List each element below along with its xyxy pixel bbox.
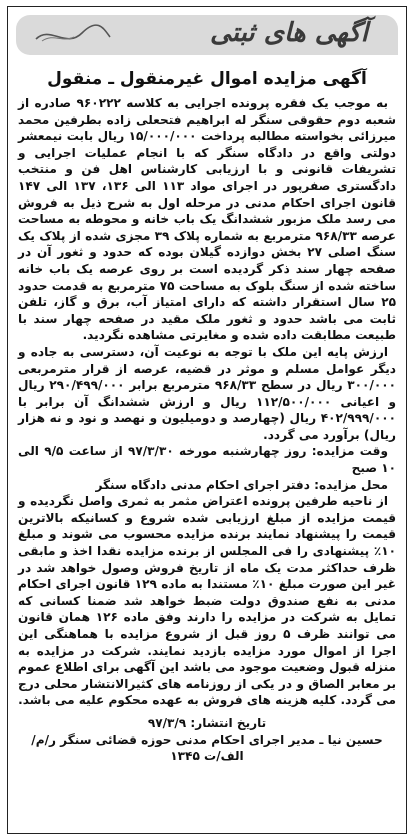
section-banner <box>16 15 398 55</box>
notice-body <box>18 67 396 825</box>
section-banner-title: آگهی های ثبتی <box>210 18 368 48</box>
decorative-swirl-icon <box>32 23 112 47</box>
notice-paragraph: از ناحیه طرفین پرونده اعتراض مثمر به ثمری واصل نگردیده و قیمت مزایده از مبلغ ارزیابی شده شروع و کسانیکه بالاترین قیمت را پیشنهاد نمایند برنده مزایده محسوب می شوند و مبلغ ۱۰٪ پیشنهادی را فی المجلس از برنده مزایده نقدا اخذ و مابقی ظرف حداکثر مدت یک ماه از تاریخ فروش وصول خواهد شد در غیر این صورت مبلغ ۱۰٪ مستندا به ماده ۱۲۹ قانون اجرای احکام مدنی به نفع صندوق دولت ضبط خواهد شد ضمنا کسانی که تمایل به شرکت در مزایده را دارند وفق ماده ۱۲۶ همان قانون می توانند ظرف ۵ روز قبل از شروع مزایده با هماهنگی این اجرا از اموال مورد مزایده بازدید نمایند. شرکت در مزایده به منزله قبول وضعیت موجود می باشد این آگهی برای اطلاع عموم بر معابر الصاق و در یکی از روزنامه های کثیرالانتشار محلی درج می گردد. کلیه هزینه های فروش به عهده محکوم علیه می باشد. <box>18 494 396 708</box>
notice-frame <box>7 6 407 834</box>
reference-code: الف/ت ۱۳۴۵ <box>170 749 244 764</box>
signature: حسین نیا ـ مدیر اجرای احکام مدنی حوزه قضائی سنگر ر/م/ <box>31 732 383 747</box>
notice-paragraph: محل مزایده: دفتر اجرای احکام مدنی دادگاه سنگر <box>95 477 388 492</box>
notice-paragraph: وقت مزایده: روز چهارشنبه مورخه ۹۷/۳/۳۰ از ساعت ۹/۵ الی ۱۰ صبح <box>18 444 396 476</box>
notice-title: آگهی مزایده اموال غیرمنقول ـ منقول <box>47 69 367 89</box>
notice-paragraph: ارزش پایه این ملک با توجه به نوعیت آن، دسترسی به جاده و دیگر عوامل مسلم و موثر در قضیه، عرصه از قرار مترمربعی ۳۰۰/۰۰۰ ریال در سطح ۹۶۸/۳۳ مترمربع برابر ۲۹۰/۴۹۹/۰۰۰ ریال و اعیانی ۱۱۲/۵۰۰/۰۰۰ ریال و ارزش ششدانگ آن برابر با ۴۰۲/۹۹۹/۰۰۰ ریال (چهارصد و دومیلیون و نهصد و نود و نه هزار ریال) برآورد می گردد. <box>18 344 397 442</box>
publish-date: تاریخ انتشار: ۹۷/۳/۹ <box>147 715 267 730</box>
notice-paragraph: به موجب یک فقره پرونده اجرایی به کلاسه ۹۶۰۲۲۲ صادره از شعبه دوم حقوقی سنگر له ابراهیم فتحعلی زاده بطرفین محمد میرزائی بخواسته مطالبه پرداخت ۱۵/۰۰۰/۰۰۰ ریال بابت نیمعشر دولتی واقع در دادگاه سنگر که با انجام عملیات اجرایی و تشریفات قانونی و با ارزیابی کارشناس اهل فن و منتخب دادگستری صفرپور در اجرای مواد ۱۱۳ الی ۱۳۶، ۱۳۷ الی ۱۴۷ قانون اجرای احکام مدنی در مرحله اول به شرح ذیل به فروش می رسد ملک مزبور ششدانگ یک باب خانه و محوطه به مساحت عرصه ۹۶۸/۳۳ مترمربع به شماره پلاک ۳۹ مجزی شده از پلاک یک سنگ اصلی ۲۷ بخش دوازده گیلان بوده که حدود و ثغور آن در صفحه چهار سند ذکر گردیده است بر روی عرصه یک باب خانه ساخته شده از سنگ بلوک به مساحت ۷۵ مترمربع به قدمت حدود ۲۵ سال استقرار داشته که دارای امتیاز آب، برق و گاز، تلفن ثابت می باشد حدود و ثغور ملک مقید در صفحه چهار سند با طبیعت مطابقت داده شده و مغایرتی مشاهده نگردید. <box>18 96 397 343</box>
